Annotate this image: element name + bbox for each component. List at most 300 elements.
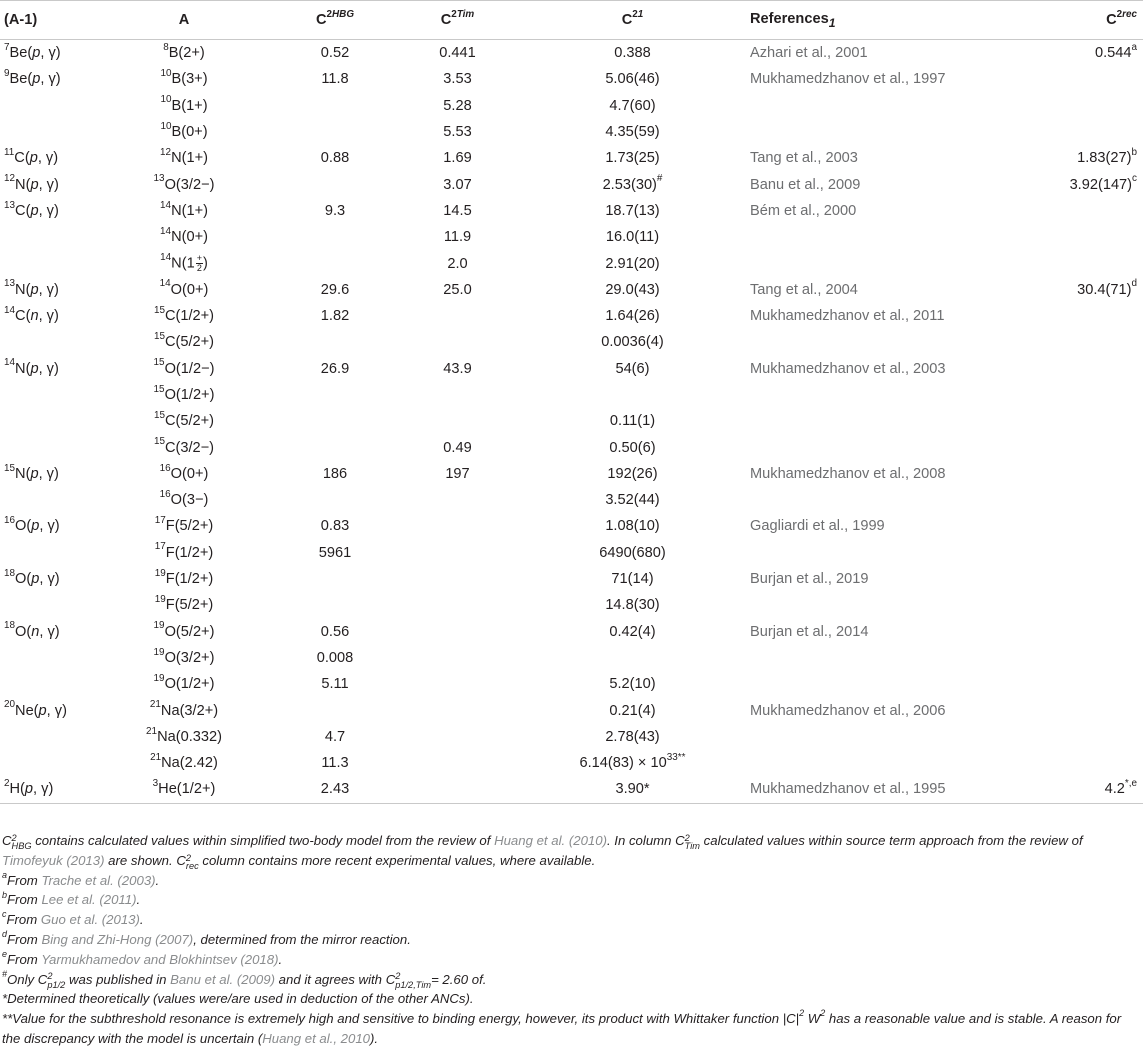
header-c2-tim-sup-2: 2 [451, 8, 457, 20]
nucleus-state: B(0+) [171, 124, 208, 141]
note-a-cite[interactable]: Trache et al. (2003) [41, 872, 156, 888]
cell-reference [744, 487, 1004, 513]
cell-c2-rec [1004, 250, 1143, 276]
note-hash-cite[interactable]: Banu et al. (2009) [170, 971, 275, 987]
note-main-text-4: are shown. [104, 852, 177, 868]
cell-nucleus [92, 461, 276, 487]
reaction-target: C( [14, 150, 30, 167]
table-row [0, 382, 1143, 408]
note-main-c-rec: C [176, 852, 186, 868]
c2-1-value: 2.91(20) [605, 255, 660, 272]
table-row [0, 119, 1143, 145]
note-b-cite[interactable]: Lee et al. (2011) [41, 892, 137, 908]
c2-1-value: 1.08(10) [605, 518, 660, 535]
table-row [0, 671, 1143, 697]
header-c2-rec-c: C [1106, 12, 1117, 28]
cell-c2-rec [1004, 513, 1143, 539]
cell-c2-hbg [276, 198, 394, 224]
note-double-star-cite[interactable]: Huang et al., 2010 [262, 1030, 370, 1046]
cell-c2-hbg [276, 619, 394, 645]
cell-c2-hbg [276, 66, 394, 92]
c2-tim-value: 3.07 [443, 176, 472, 193]
cell-nucleus [92, 224, 276, 250]
cell-c2-hbg [276, 513, 394, 539]
nucleus-mass: 10 [160, 120, 172, 132]
note-main-text-3: calculated values within source term approach from the review of [699, 833, 1083, 848]
nucleus-mass: 21 [150, 751, 162, 763]
cell-c2-tim [394, 592, 521, 618]
table-row [0, 724, 1143, 750]
cell-reaction [0, 93, 92, 119]
c2-1-value: 14.8(30) [605, 597, 660, 614]
note-main-text-2: . In column [606, 833, 676, 848]
reaction-mass: 16 [4, 515, 16, 527]
header-c2-hbg-sup-2: 2 [326, 8, 333, 20]
cell-reaction [0, 224, 92, 250]
reaction-projectile: p [30, 360, 39, 377]
cell-reaction [0, 566, 92, 592]
c2-hbg-value: 11.3 [321, 755, 349, 772]
note-c-post: . [139, 912, 144, 928]
reference-link[interactable]: Mukhamedzhanov et al., 2011 [750, 308, 945, 325]
table-row [0, 645, 1143, 671]
cell-c2-tim [394, 487, 521, 513]
cell-c2-rec [1004, 198, 1143, 224]
cell-c2-hbg [276, 461, 394, 487]
cell-nucleus [92, 540, 276, 566]
c2-hbg-value: 29.6 [320, 281, 350, 298]
cell-c2-hbg [276, 382, 394, 408]
cell-c2-hbg [276, 303, 394, 329]
cell-c2-1 [521, 145, 744, 171]
cell-c2-1 [521, 671, 744, 697]
table-row [0, 566, 1143, 592]
nucleus-mass: 21 [146, 725, 158, 737]
reaction-mass: 13 [4, 278, 16, 290]
cell-c2-tim [394, 277, 521, 303]
table-row [0, 66, 1143, 92]
cell-c2-hbg [276, 540, 394, 566]
table-row [0, 592, 1143, 618]
cell-c2-hbg [276, 93, 394, 119]
note-hash-c2-script [395, 972, 431, 989]
nucleus-mass: 15 [153, 357, 165, 369]
c2-1-value: 18.7(13) [605, 202, 660, 219]
nucleus-state: O(1/2+) [164, 676, 215, 693]
cell-c2-rec [1004, 776, 1143, 803]
cell-reaction [0, 250, 92, 276]
reaction-mass: 14 [4, 304, 16, 316]
reaction-mass: 20 [4, 699, 16, 711]
cell-c2-rec [1004, 540, 1143, 566]
note-star [2, 989, 1140, 1009]
cell-reference [744, 461, 1004, 487]
cell-c2-hbg [276, 645, 394, 671]
header-c2-rec-sup [1117, 9, 1137, 20]
reaction-target: N( [15, 465, 31, 482]
cell-c2-1 [521, 750, 744, 776]
cell-c2-1 [521, 198, 744, 224]
c2-1-value: 4.7(60) [609, 97, 656, 114]
reaction-mass: 2 [4, 778, 10, 790]
nucleus-state: F(1/2+) [165, 544, 214, 561]
nucleus-state: O(1/2+) [164, 387, 215, 403]
note-main-cite-timofeyuk[interactable]: Timofeyuk (2013) [2, 852, 105, 868]
header-c2-hbg [276, 1, 394, 40]
c2-1-value: 0.50(6) [609, 439, 656, 456]
cell-nucleus [92, 171, 276, 197]
note-hash-text-1: Only [7, 971, 38, 987]
table-row [0, 145, 1143, 171]
reaction-ejectile: , γ) [40, 71, 61, 88]
cell-reaction [0, 171, 92, 197]
note-d-pre: From [7, 931, 42, 947]
note-e-cite[interactable]: Yarmukhamedov and Blokhintsev (2018) [41, 951, 279, 967]
nucleus-mass: 15 [153, 304, 165, 316]
reaction-target: H( [9, 781, 25, 798]
cell-c2-hbg [276, 750, 394, 776]
reaction-target: N( [15, 360, 31, 377]
c2-hbg-value: 9.3 [324, 202, 346, 219]
cell-c2-hbg [276, 224, 394, 250]
nucleus-state: F(1/2+) [165, 571, 214, 588]
c2-tim-value: 2.0 [447, 255, 468, 272]
nucleus-mass: 14 [159, 278, 171, 290]
cell-reference [744, 40, 1004, 67]
cell-nucleus [92, 619, 276, 645]
note-main-c-hbg-sub: HBG [11, 841, 32, 852]
reference-link[interactable]: Gagliardi et al., 1999 [750, 518, 885, 535]
cell-c2-1 [521, 776, 744, 803]
cell-c2-1 [521, 724, 744, 750]
header-c2-1-sup-2: 2 [632, 8, 638, 20]
note-d-cite[interactable]: Bing and Zhi-Hong (2007) [41, 931, 194, 947]
table-row [0, 250, 1143, 276]
nucleus-mass: 17 [154, 541, 166, 553]
cell-c2-1 [521, 540, 744, 566]
c2-rec-value: 0.544 [1094, 45, 1132, 62]
cell-nucleus [92, 776, 276, 803]
header-c2-tim-sub: Tim [456, 8, 475, 20]
nucleus-state: Na(0.332) [157, 728, 222, 745]
cell-c2-1 [521, 645, 744, 671]
note-main-c-rec-sup: 2 [185, 852, 192, 863]
cell-c2-tim [394, 724, 521, 750]
reference-link[interactable]: Tang et al., 2003 [750, 150, 858, 167]
c2-rec-value: 3.92(147) [1069, 176, 1133, 193]
cell-nucleus [92, 382, 276, 408]
c2-tim-value: 0.441 [439, 45, 476, 62]
c2-tim-value: 197 [445, 465, 470, 482]
cell-c2-rec [1004, 382, 1143, 408]
cell-c2-hbg [276, 776, 394, 803]
reaction-projectile: p [30, 176, 39, 193]
note-hash-c2: C [385, 971, 396, 987]
nucleus-mass: 10 [160, 94, 172, 106]
c2-rec-mark: a [1131, 41, 1137, 53]
note-a-mark: a [2, 869, 7, 880]
cell-c2-tim [394, 619, 521, 645]
c2-tim-value: 43.9 [443, 360, 472, 377]
cell-c2-rec [1004, 566, 1143, 592]
reference-link[interactable]: Mukhamedzhanov et al., 2006 [750, 702, 946, 719]
note-main-cite-huang[interactable]: Huang et al. (2010) [494, 833, 607, 848]
note-hash-c1-sup: 2 [47, 971, 53, 982]
header-c2-hbg-c: C [315, 12, 327, 28]
cell-reference [744, 145, 1004, 171]
cell-reaction [0, 382, 92, 408]
cell-reference [744, 513, 1004, 539]
c2-1-mark: # [656, 173, 663, 185]
cell-c2-rec [1004, 145, 1143, 171]
cell-reference [744, 66, 1004, 92]
reaction-mass: 9 [4, 68, 10, 80]
cell-reference [744, 224, 1004, 250]
reference-link[interactable]: Mukhamedzhanov et al., 1995 [750, 781, 946, 798]
table-row [0, 434, 1143, 460]
nucleus-mass: 16 [159, 488, 171, 500]
nucleus-state: O(3/2+) [164, 649, 215, 666]
nucleus-state: F(5/2+) [165, 518, 214, 535]
cell-c2-1 [521, 119, 744, 145]
note-double-star-text-4: ). [370, 1030, 379, 1046]
cell-reaction [0, 119, 92, 145]
table-row [0, 540, 1143, 566]
reaction-projectile: p [32, 71, 41, 88]
note-hash-mark: # [2, 968, 7, 979]
table-row [0, 40, 1143, 67]
cell-nucleus [92, 513, 276, 539]
cell-c2-1 [521, 93, 744, 119]
cell-reaction [0, 277, 92, 303]
reference-link[interactable]: Banu et al., 2009 [750, 176, 861, 193]
cell-reference [744, 434, 1004, 460]
cell-reference [744, 382, 1004, 408]
reaction-mass: 11 [4, 146, 15, 158]
cell-reference [744, 619, 1004, 645]
cell-c2-1 [521, 697, 744, 723]
reaction-target: C( [15, 308, 31, 325]
cell-c2-hbg [276, 671, 394, 697]
cell-reference [744, 540, 1004, 566]
note-double-star-text-1: Value for the subthreshold resonance is extremely high and sensitive to binding energy, however, its product with Whittaker function |C| [12, 1011, 800, 1027]
cell-c2-rec [1004, 356, 1143, 382]
header-references-sub [829, 15, 836, 29]
cell-c2-hbg [276, 592, 394, 618]
note-double-star-text-2: W [804, 1011, 821, 1027]
header-c2-tim [394, 1, 521, 40]
note-a-post: . [155, 872, 160, 888]
header-c2-rec [1004, 1, 1143, 40]
cell-c2-tim [394, 66, 521, 92]
c2-1-value: 192(26) [607, 465, 658, 482]
reaction-ejectile: , γ) [39, 623, 60, 640]
nucleus-mass: 15 [153, 436, 165, 448]
nucleus-state: N(1+) [171, 150, 208, 167]
nucleus-mass: 15 [153, 409, 165, 421]
note-double-star-sup-1: 2 [799, 1008, 805, 1019]
c2-hbg-value: 11.8 [321, 71, 349, 88]
cell-c2-tim [394, 382, 521, 408]
cell-reaction [0, 645, 92, 671]
note-main-c-tim-sup: 2 [684, 832, 690, 843]
c2-1-value: 2.53(30) [602, 176, 657, 193]
note-main-c-rec-script [186, 854, 199, 871]
note-a [2, 871, 1140, 891]
cell-reference [744, 329, 1004, 355]
reference-link[interactable]: Bém et al., 2000 [750, 202, 857, 219]
cell-c2-rec [1004, 303, 1143, 329]
reaction-target: O( [15, 571, 32, 588]
note-c-mark: c [2, 909, 7, 920]
cell-c2-tim [394, 356, 521, 382]
reference-link[interactable]: Mukhamedzhanov et al., 1997 [750, 71, 946, 88]
c2-tim-value: 3.53 [443, 71, 472, 88]
cell-reaction [0, 671, 92, 697]
cell-nucleus [92, 66, 276, 92]
reference-link[interactable]: Burjan et al., 2014 [750, 623, 869, 640]
note-double-star [2, 1009, 1140, 1049]
cell-c2-rec [1004, 66, 1143, 92]
reaction-ejectile: , γ) [38, 465, 59, 482]
cell-c2-rec [1004, 645, 1143, 671]
c2-hbg-value: 26.9 [320, 360, 350, 377]
header-c2-tim-c: C [440, 12, 452, 28]
table-row [0, 513, 1143, 539]
nucleus-mass: 19 [153, 646, 165, 658]
note-e-post: . [278, 951, 283, 967]
header-c2-1-sub: 1 [637, 8, 644, 20]
note-d [2, 930, 1140, 950]
cell-reaction [0, 145, 92, 171]
reference-link[interactable]: Mukhamedzhanov et al., 2003 [750, 360, 946, 377]
cell-c2-tim [394, 408, 521, 434]
cell-c2-tim [394, 513, 521, 539]
c2-1-value: 16.0(11) [605, 229, 660, 246]
cell-c2-hbg [276, 487, 394, 513]
c2-rec-value: 4.2 [1104, 781, 1125, 798]
reaction-mass: 18 [4, 567, 16, 579]
reference-link[interactable]: Mukhamedzhanov et al., 2008 [750, 465, 946, 482]
header-c2-1-sup [632, 9, 643, 20]
table-row [0, 329, 1143, 355]
nucleus-state-tail: ) [202, 255, 208, 272]
cell-c2-tim [394, 540, 521, 566]
nucleus-mass: 14 [160, 199, 172, 211]
cell-c2-rec [1004, 119, 1143, 145]
cell-reaction [0, 198, 92, 224]
nucleus-state: C(3/2−) [164, 439, 215, 456]
cell-nucleus [92, 198, 276, 224]
c2-1-value: 71(14) [611, 571, 654, 588]
header-row [0, 1, 1143, 40]
c2-1-value: 2.78(43) [605, 728, 660, 745]
note-c-cite[interactable]: Guo et al. (2013) [40, 912, 140, 928]
reaction-mass: 14 [4, 357, 16, 369]
nucleus-state: N(1 [171, 255, 195, 272]
reaction-target: N( [15, 176, 31, 193]
cell-nucleus [92, 724, 276, 750]
cell-nucleus [92, 434, 276, 460]
cell-c2-1 [521, 250, 744, 276]
cell-reference [744, 566, 1004, 592]
cell-c2-rec [1004, 434, 1143, 460]
cell-c2-rec [1004, 697, 1143, 723]
cell-c2-tim [394, 250, 521, 276]
nucleus-mass: 12 [160, 146, 172, 158]
note-b [2, 890, 1140, 910]
nucleus-mass: 15 [153, 331, 165, 343]
cell-reaction [0, 513, 92, 539]
cell-reaction [0, 40, 92, 67]
nucleus-state: N(0+) [171, 229, 208, 246]
reference-link[interactable]: Azhari et al., 2001 [750, 45, 868, 62]
c2-tim-value: 14.5 [443, 202, 472, 219]
c2-hbg-value: 0.008 [316, 649, 354, 666]
cell-c2-tim [394, 671, 521, 697]
c2-1-value: 3.90* [615, 781, 650, 798]
table-row [0, 224, 1143, 250]
reference-link[interactable]: Burjan et al., 2019 [750, 571, 869, 588]
reaction-ejectile: , γ) [38, 360, 59, 377]
cell-c2-hbg [276, 119, 394, 145]
header-c2-hbg-sup [327, 9, 355, 20]
nucleus-state: B(2+) [168, 45, 205, 62]
cell-c2-1 [521, 66, 744, 92]
cell-c2-1 [521, 619, 744, 645]
cell-c2-rec [1004, 40, 1143, 67]
nucleus-mass: 16 [159, 462, 171, 474]
cell-reaction [0, 408, 92, 434]
cell-c2-1 [521, 40, 744, 67]
cell-nucleus [92, 145, 276, 171]
reaction-target: Be( [9, 71, 33, 88]
c2-1-value: 6.14(83) × 10 [579, 755, 667, 772]
note-b-post: . [136, 892, 141, 908]
cell-c2-rec [1004, 329, 1143, 355]
cell-nucleus [92, 566, 276, 592]
table-row [0, 356, 1143, 382]
reference-link[interactable]: Tang et al., 2004 [750, 281, 858, 298]
cell-nucleus [92, 697, 276, 723]
reaction-target: O( [15, 623, 32, 640]
nucleus-state: C(5/2+) [164, 413, 215, 430]
cell-c2-rec [1004, 487, 1143, 513]
reaction-projectile: p [31, 571, 40, 588]
table-notes [2, 831, 1140, 1049]
nucleus-mass: 14 [160, 252, 172, 264]
cell-c2-1 [521, 382, 744, 408]
cell-reaction [0, 697, 92, 723]
nucleus-state-stack-top: + [196, 252, 202, 263]
note-hash-c1-sub: p1/2 [47, 979, 66, 990]
cell-c2-1 [521, 224, 744, 250]
reaction-ejectile: , γ) [38, 281, 59, 298]
note-c-pre: From [6, 912, 41, 928]
nucleus-state: He(1/2+) [158, 781, 216, 798]
cell-c2-tim [394, 224, 521, 250]
nucleus-mass: 13 [153, 173, 165, 185]
table-row [0, 303, 1143, 329]
cell-c2-hbg [276, 250, 394, 276]
reaction-ejectile: , γ) [39, 571, 60, 588]
cell-c2-tim [394, 145, 521, 171]
c2-rec-mark: *,e [1124, 778, 1137, 790]
cell-c2-1 [521, 303, 744, 329]
cell-reaction [0, 776, 92, 803]
cell-c2-hbg [276, 145, 394, 171]
cell-reference [744, 356, 1004, 382]
